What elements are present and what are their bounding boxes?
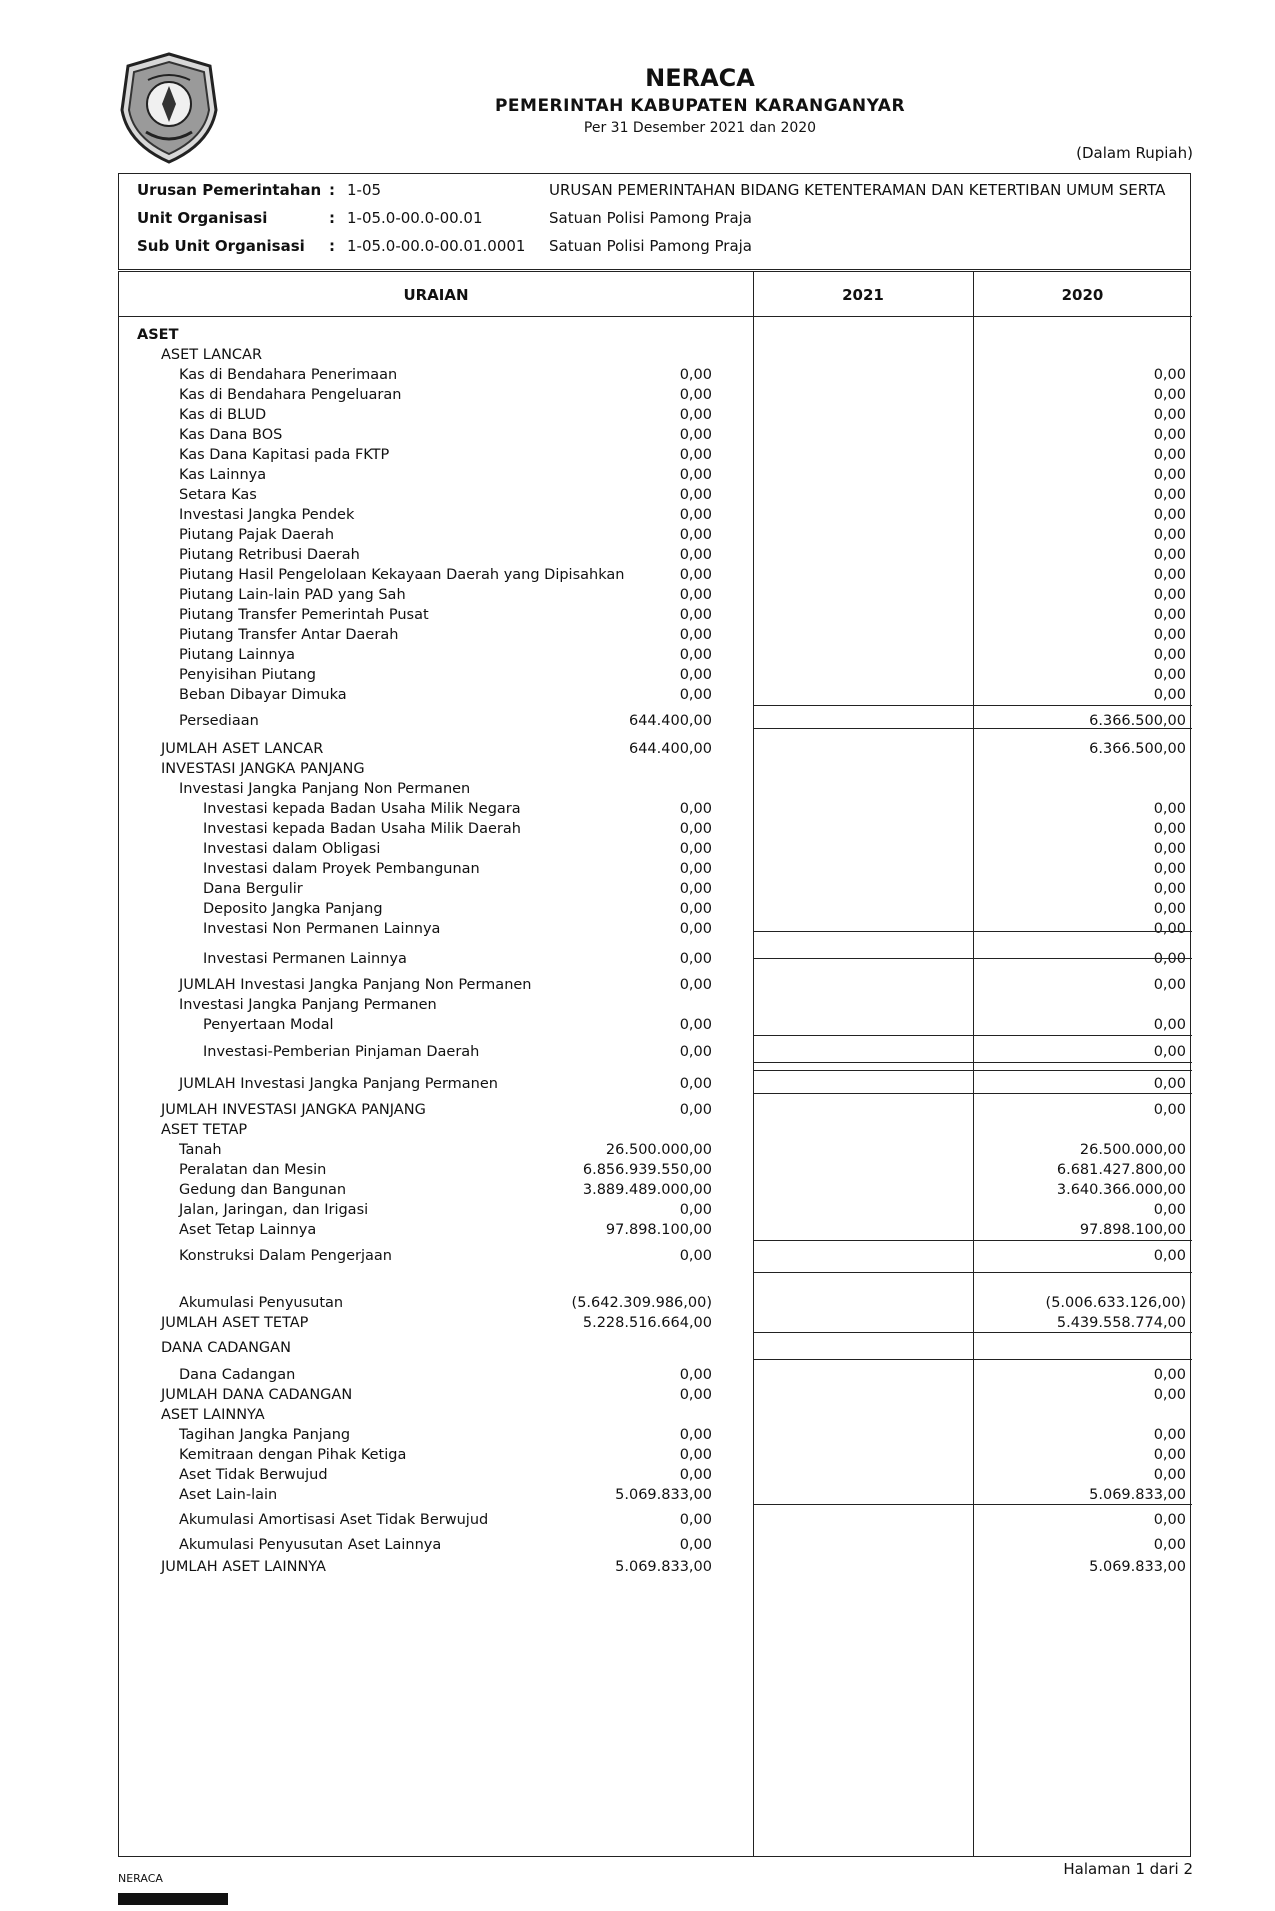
table-row	[119, 948, 1192, 970]
total-separator-line	[753, 1359, 1192, 1360]
row-label: Piutang Transfer Antar Daerah	[179, 627, 399, 643]
value-2020: (5.006.633.126,00)	[1045, 1295, 1186, 1311]
value-2020: 5.069.833,00	[1089, 1559, 1186, 1575]
value-2021: 0,00	[679, 647, 712, 663]
info-code: 1-05.0-00.0-00.01.0001	[347, 237, 526, 255]
info-colon: :	[329, 209, 335, 227]
page-number: Halaman 1 dari 2	[1063, 1860, 1193, 1878]
table-row	[119, 504, 1192, 526]
value-2020: 0,00	[1153, 1467, 1186, 1483]
value-2021: 0,00	[679, 861, 712, 877]
value-2021: 5.228.516.664,00	[582, 1315, 712, 1331]
row-label: Penyisihan Piutang	[179, 667, 317, 683]
value-2020: 0,00	[1153, 901, 1186, 917]
value-2020: 0,00	[1153, 507, 1186, 523]
value-2021: 0,00	[679, 841, 712, 857]
value-2020: 0,00	[1153, 1427, 1186, 1443]
table-row	[119, 564, 1192, 586]
table-row	[119, 1199, 1192, 1221]
value-2021: 0,00	[679, 821, 712, 837]
footer-barcode	[118, 1893, 228, 1905]
table-row	[119, 1312, 1192, 1334]
row-label: Peralatan dan Mesin	[179, 1162, 327, 1178]
table-row	[119, 878, 1192, 900]
value-2021: 5.069.833,00	[615, 1487, 712, 1503]
row-label: Kas Dana Kapitasi pada FKTP	[179, 447, 390, 463]
table-row	[119, 1464, 1192, 1486]
table-row	[119, 404, 1192, 426]
table-row	[119, 664, 1192, 686]
table-row	[119, 974, 1192, 996]
total-separator-line	[753, 1062, 1192, 1063]
row-label: Investasi Permanen Lainnya	[203, 951, 407, 967]
row-label: JUMLAH Investasi Jangka Panjang Permanen	[179, 1076, 498, 1092]
row-label: Setara Kas	[179, 487, 257, 503]
value-2020: 0,00	[1153, 1387, 1186, 1403]
value-2021: 0,00	[679, 427, 712, 443]
row-label: Tagihan Jangka Panjang	[179, 1427, 351, 1443]
info-description: Satuan Polisi Pamong Praja	[549, 209, 752, 227]
value-2021: 0,00	[679, 507, 712, 523]
table-row	[119, 994, 1192, 1016]
value-2020: 0,00	[1153, 547, 1186, 563]
value-2020: 0,00	[1153, 387, 1186, 403]
row-label: Dana Cadangan	[179, 1367, 296, 1383]
table-row	[119, 324, 1192, 346]
value-2021: 0,00	[679, 1017, 712, 1033]
table-row	[119, 444, 1192, 466]
table-row	[119, 424, 1192, 446]
value-2020: 0,00	[1153, 667, 1186, 683]
value-2020: 0,00	[1153, 427, 1186, 443]
value-2021: 0,00	[679, 1537, 712, 1553]
column-header-uraian: URAIAN	[403, 286, 469, 304]
table-row	[119, 1509, 1192, 1531]
table-row	[119, 798, 1192, 820]
table-row	[119, 1159, 1192, 1181]
value-2020: 6.366.500,00	[1089, 713, 1186, 729]
value-2021: 0,00	[679, 1367, 712, 1383]
row-label: JUMLAH INVESTASI JANGKA PANJANG	[161, 1102, 426, 1118]
table-row	[119, 838, 1192, 860]
value-2020: 0,00	[1153, 821, 1186, 837]
total-separator-line	[753, 958, 1192, 959]
value-2020: 0,00	[1153, 407, 1186, 423]
info-colon: :	[329, 181, 335, 199]
value-2021: 5.069.833,00	[615, 1559, 712, 1575]
table-row	[119, 364, 1192, 386]
row-label: Beban Dibayar Dimuka	[179, 687, 347, 703]
row-label: ASET LAINNYA	[161, 1407, 265, 1423]
row-label: Akumulasi Penyusutan	[179, 1295, 344, 1311]
row-label: ASET LANCAR	[161, 347, 263, 363]
table-row	[119, 1292, 1192, 1314]
value-2020: 0,00	[1153, 977, 1186, 993]
table-row	[119, 1073, 1192, 1095]
info-row-unit	[119, 209, 1190, 235]
value-2021: 0,00	[679, 687, 712, 703]
total-separator-line	[753, 1093, 1192, 1094]
table-row	[119, 1364, 1192, 1386]
row-label: Piutang Lainnya	[179, 647, 296, 663]
row-label: Investasi Jangka Panjang Permanen	[179, 997, 437, 1013]
info-code: 1-05	[347, 181, 382, 199]
row-label: JUMLAH Investasi Jangka Panjang Non Permanen	[179, 977, 532, 993]
value-2020: 0,00	[1153, 841, 1186, 857]
info-label: Sub Unit Organisasi	[137, 237, 305, 255]
table-row	[119, 1534, 1192, 1556]
row-label: Penyertaan Modal	[203, 1017, 334, 1033]
row-label: ASET	[137, 327, 179, 343]
row-label: Kas di Bendahara Pengeluaran	[179, 387, 402, 403]
row-label: Aset Lain-lain	[179, 1487, 278, 1503]
total-separator-line	[753, 1272, 1192, 1273]
value-2021: 0,00	[679, 387, 712, 403]
value-2021: 0,00	[679, 667, 712, 683]
value-2020: 0,00	[1153, 687, 1186, 703]
table-row	[119, 1337, 1192, 1359]
total-separator-line	[753, 1504, 1192, 1505]
table-row	[119, 384, 1192, 406]
value-2020: 0,00	[1153, 1248, 1186, 1264]
table-row	[119, 604, 1192, 626]
value-2021: 0,00	[679, 627, 712, 643]
value-2021: 0,00	[679, 977, 712, 993]
value-2021: 0,00	[679, 1202, 712, 1218]
value-2021: 97.898.100,00	[605, 1222, 712, 1238]
row-label: Aset Tetap Lainnya	[179, 1222, 317, 1238]
value-2021: 0,00	[679, 467, 712, 483]
value-2021: 0,00	[679, 367, 712, 383]
value-2020: 6.681.427.800,00	[1056, 1162, 1186, 1178]
value-2021: 0,00	[679, 487, 712, 503]
table-row	[119, 684, 1192, 706]
row-label: JUMLAH DANA CADANGAN	[161, 1387, 353, 1403]
value-2021: 0,00	[679, 1076, 712, 1092]
table-row	[119, 1099, 1192, 1121]
info-colon: :	[329, 237, 335, 255]
value-2020: 0,00	[1153, 467, 1186, 483]
row-label: Investasi dalam Proyek Pembangunan	[203, 861, 480, 877]
total-separator-line	[753, 1332, 1192, 1333]
value-2020: 0,00	[1153, 487, 1186, 503]
row-label: Investasi dalam Obligasi	[203, 841, 381, 857]
table-row	[119, 1139, 1192, 1161]
value-2020: 0,00	[1153, 607, 1186, 623]
table-row	[119, 544, 1192, 566]
currency-unit-note: (Dalam Rupiah)	[1076, 144, 1193, 162]
value-2021: (5.642.309.986,00)	[571, 1295, 712, 1311]
value-2020: 0,00	[1153, 1367, 1186, 1383]
value-2020: 0,00	[1153, 587, 1186, 603]
footer-label: NERACA	[118, 1872, 163, 1885]
table-row	[119, 1219, 1192, 1241]
value-2021: 0,00	[679, 527, 712, 543]
report-period: Per 31 Desember 2021 dan 2020	[583, 120, 817, 136]
value-2021: 0,00	[679, 1102, 712, 1118]
header-divider	[119, 316, 1192, 317]
row-label: Piutang Pajak Daerah	[179, 527, 335, 543]
value-2021: 0,00	[679, 951, 712, 967]
value-2020: 0,00	[1153, 951, 1186, 967]
value-2020: 0,00	[1153, 647, 1186, 663]
row-label: Piutang Lain-lain PAD yang Sah	[179, 587, 406, 603]
value-2021: 644.400,00	[628, 713, 712, 729]
value-2021: 0,00	[679, 447, 712, 463]
row-label: Kas di BLUD	[179, 407, 267, 423]
balance-sheet-table	[118, 271, 1191, 1857]
value-2021: 0,00	[679, 567, 712, 583]
info-description: URUSAN PEMERINTAHAN BIDANG KETENTERAMAN DAN KETERTIBAN UMUM SERTA	[549, 181, 1166, 199]
row-label: JUMLAH ASET LANCAR	[161, 741, 324, 757]
value-2021: 0,00	[679, 607, 712, 623]
value-2020: 0,00	[1153, 527, 1186, 543]
value-2021: 0,00	[679, 547, 712, 563]
table-row	[119, 1179, 1192, 1201]
row-label: Persediaan	[179, 713, 259, 729]
table-row	[119, 1556, 1192, 1578]
value-2020: 26.500.000,00	[1079, 1142, 1186, 1158]
total-separator-line	[753, 705, 1192, 706]
table-row	[119, 464, 1192, 486]
value-2021: 0,00	[679, 921, 712, 937]
info-description: Satuan Polisi Pamong Praja	[549, 237, 752, 255]
organization-info-box	[118, 173, 1191, 270]
row-label: Gedung dan Bangunan	[179, 1182, 347, 1198]
row-label: Kas di Bendahara Penerimaan	[179, 367, 398, 383]
row-label: Akumulasi Amortisasi Aset Tidak Berwujud	[179, 1512, 489, 1528]
row-label: DANA CADANGAN	[161, 1340, 291, 1356]
row-label: Konstruksi Dalam Pengerjaan	[179, 1248, 392, 1264]
value-2020: 0,00	[1153, 1102, 1186, 1118]
row-label: Piutang Transfer Pemerintah Pusat	[179, 607, 429, 623]
table-row	[119, 918, 1192, 940]
row-label: Piutang Retribusi Daerah	[179, 547, 360, 563]
row-label: Tanah	[179, 1142, 222, 1158]
value-2020: 0,00	[1153, 861, 1186, 877]
value-2021: 6.856.939.550,00	[582, 1162, 712, 1178]
table-row	[119, 1384, 1192, 1406]
value-2021: 0,00	[679, 407, 712, 423]
row-label: Investasi Jangka Panjang Non Permanen	[179, 781, 471, 797]
info-row-sub-unit	[119, 237, 1190, 263]
value-2020: 0,00	[1153, 1044, 1186, 1060]
value-2020: 0,00	[1153, 881, 1186, 897]
value-2020: 0,00	[1153, 1537, 1186, 1553]
row-label: JUMLAH ASET LAINNYA	[161, 1559, 326, 1575]
table-row	[119, 1119, 1192, 1141]
table-row	[119, 738, 1192, 760]
row-label: Dana Bergulir	[203, 881, 303, 897]
value-2020: 0,00	[1153, 627, 1186, 643]
table-row	[119, 584, 1192, 606]
table-row	[119, 624, 1192, 646]
table-row	[119, 1444, 1192, 1466]
table-row	[119, 1014, 1192, 1036]
value-2020: 0,00	[1153, 447, 1186, 463]
total-separator-line	[753, 1070, 1192, 1071]
value-2021: 644.400,00	[628, 741, 712, 757]
value-2021: 3.889.489.000,00	[582, 1182, 712, 1198]
row-label: Investasi Jangka Pendek	[179, 507, 355, 523]
info-row-urusan	[119, 181, 1190, 207]
table-row	[119, 1245, 1192, 1267]
value-2020: 0,00	[1153, 801, 1186, 817]
table-row	[119, 1484, 1192, 1506]
table-row	[119, 484, 1192, 506]
value-2021: 0,00	[679, 881, 712, 897]
total-separator-line	[753, 1240, 1192, 1241]
value-2021: 0,00	[679, 1512, 712, 1528]
info-label: Unit Organisasi	[137, 209, 268, 227]
value-2020: 0,00	[1153, 567, 1186, 583]
table-row	[119, 818, 1192, 840]
value-2021: 0,00	[679, 1387, 712, 1403]
row-label: Kas Lainnya	[179, 467, 267, 483]
row-label: Investasi-Pemberian Pinjaman Daerah	[203, 1044, 480, 1060]
row-label: Investasi kepada Badan Usaha Milik Daerah	[203, 821, 521, 837]
info-code: 1-05.0-00.0-00.01	[347, 209, 483, 227]
column-header-2020: 2020	[1061, 286, 1104, 304]
total-separator-line	[753, 728, 1192, 729]
row-label: Kemitraan dengan Pihak Ketiga	[179, 1447, 407, 1463]
table-row	[119, 758, 1192, 780]
value-2020: 5.069.833,00	[1089, 1487, 1186, 1503]
value-2020: 0,00	[1153, 1202, 1186, 1218]
table-row	[119, 1424, 1192, 1446]
value-2021: 0,00	[679, 1248, 712, 1264]
value-2020: 0,00	[1153, 1512, 1186, 1528]
value-2020: 0,00	[1153, 921, 1186, 937]
row-label: INVESTASI JANGKA PANJANG	[161, 761, 365, 777]
value-2021: 0,00	[679, 801, 712, 817]
table-row	[119, 1041, 1192, 1063]
row-label: Akumulasi Penyusutan Aset Lainnya	[179, 1537, 442, 1553]
value-2020: 5.439.558.774,00	[1056, 1315, 1186, 1331]
total-separator-line	[753, 931, 1192, 932]
row-label: ASET TETAP	[161, 1122, 248, 1138]
table-row	[119, 524, 1192, 546]
column-header-2021: 2021	[842, 286, 884, 304]
document-title: NERACA	[645, 64, 755, 92]
row-label: JUMLAH ASET TETAP	[161, 1315, 309, 1331]
row-label: Jalan, Jaringan, dan Irigasi	[179, 1202, 369, 1218]
value-2021: 0,00	[679, 901, 712, 917]
row-label: Investasi Non Permanen Lainnya	[203, 921, 441, 937]
government-name: PEMERINTAH KABUPATEN KARANGANYAR	[494, 96, 906, 116]
value-2020: 6.366.500,00	[1089, 741, 1186, 757]
value-2020: 0,00	[1153, 1017, 1186, 1033]
value-2020: 0,00	[1153, 367, 1186, 383]
info-label: Urusan Pemerintahan	[137, 181, 322, 199]
table-row	[119, 778, 1192, 800]
row-label: Aset Tidak Berwujud	[179, 1467, 328, 1483]
row-label: Kas Dana BOS	[179, 427, 283, 443]
value-2020: 3.640.366.000,00	[1056, 1182, 1186, 1198]
value-2021: 0,00	[679, 587, 712, 603]
value-2020: 0,00	[1153, 1447, 1186, 1463]
value-2021: 0,00	[679, 1467, 712, 1483]
row-label: Deposito Jangka Panjang	[203, 901, 383, 917]
row-label: Investasi kepada Badan Usaha Milik Negara	[203, 801, 521, 817]
value-2021: 0,00	[679, 1427, 712, 1443]
table-row	[119, 898, 1192, 920]
table-row	[119, 1404, 1192, 1426]
value-2020: 0,00	[1153, 1076, 1186, 1092]
table-row	[119, 344, 1192, 366]
table-row	[119, 858, 1192, 880]
total-separator-line	[753, 1035, 1192, 1036]
value-2020: 97.898.100,00	[1079, 1222, 1186, 1238]
value-2021: 0,00	[679, 1447, 712, 1463]
value-2021: 0,00	[679, 1044, 712, 1060]
row-label: Piutang Hasil Pengelolaan Kekayaan Daerah yang Dipisahkan	[179, 567, 625, 583]
value-2021: 26.500.000,00	[605, 1142, 712, 1158]
table-row	[119, 644, 1192, 666]
